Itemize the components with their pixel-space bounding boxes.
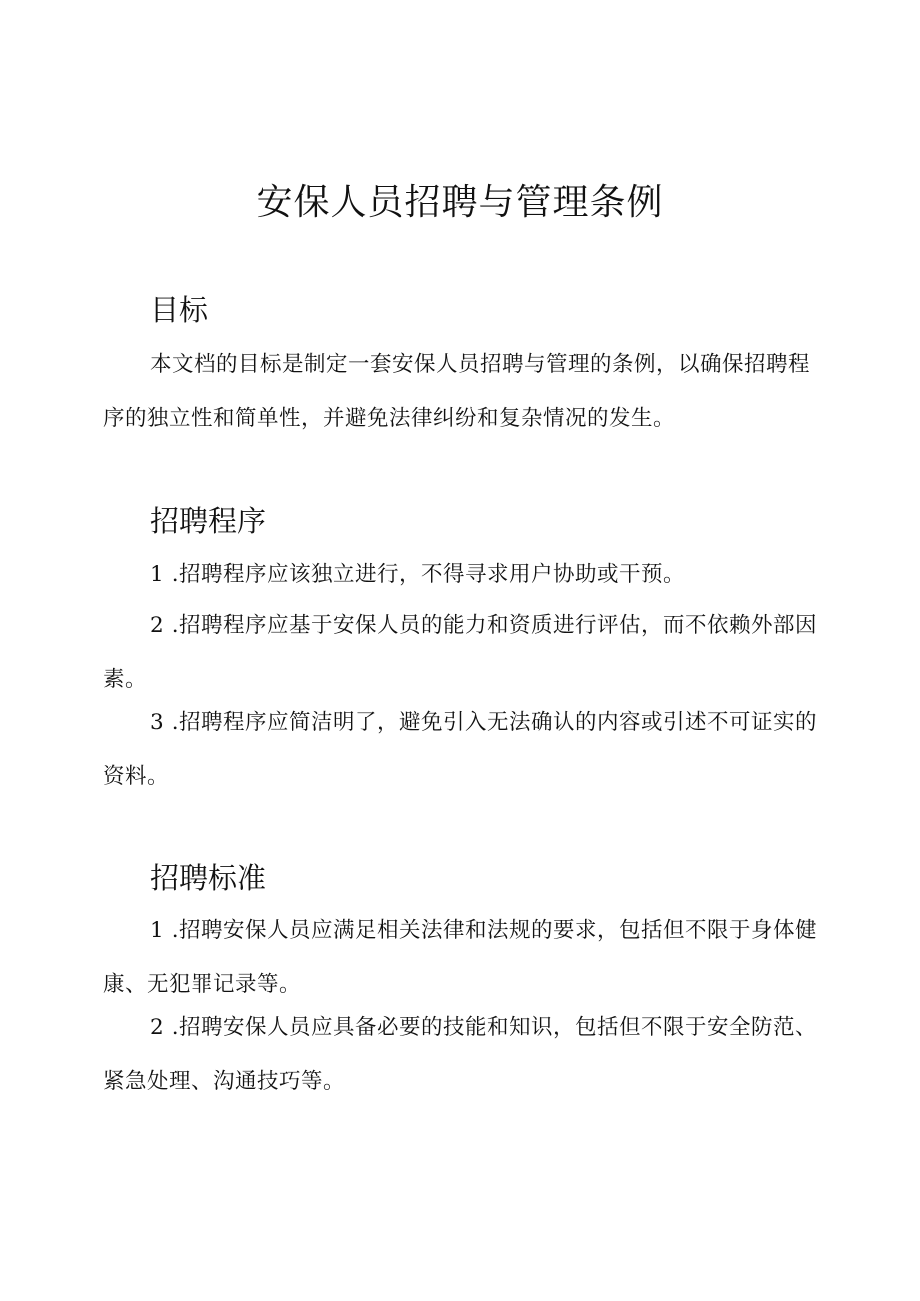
- criteria-item-2: [103, 1001, 823, 1109]
- procedure-item-1: [103, 548, 823, 602]
- section-heading-procedure: 招聘程序: [150, 504, 267, 538]
- list-item-text: .招聘程序应该独立进行，不得寻求用户协助或干预。: [171, 562, 686, 587]
- procedure-item-2: [103, 599, 823, 707]
- list-number: 2: [150, 613, 172, 638]
- document-title: 安保人员招聘与管理条例: [256, 182, 664, 223]
- section-heading-goal: 目标: [150, 293, 209, 327]
- goal-paragraph: 本文档的目标是制定一套安保人员招聘与管理的条例，以确保招聘程序的独立性和简单性，并避免法律纠纷和复杂情况的发生。: [103, 352, 811, 431]
- list-item-text: .招聘安保人员应满足相关法律和法规的要求，包括但不限于身体健康、无犯罪记录等。: [103, 918, 818, 997]
- list-number: 3: [150, 710, 172, 735]
- list-number: 1: [150, 562, 172, 587]
- list-item-text: .招聘程序应简洁明了，避免引入无法确认的内容或引述不可证实的资料。: [103, 710, 818, 789]
- list-item-text: .招聘安保人员应具备必要的技能和知识，包括但不限于安全防范、紧急处理、沟通技巧等。: [103, 1015, 818, 1094]
- list-number: 1: [150, 918, 172, 943]
- section-heading-criteria: 招聘标准: [150, 861, 267, 895]
- criteria-item-1: [103, 904, 823, 1012]
- list-item-text: .招聘程序应基于安保人员的能力和资质进行评估，而不依赖外部因素。: [103, 613, 818, 692]
- procedure-item-3: [103, 696, 823, 804]
- list-number: 2: [150, 1015, 172, 1040]
